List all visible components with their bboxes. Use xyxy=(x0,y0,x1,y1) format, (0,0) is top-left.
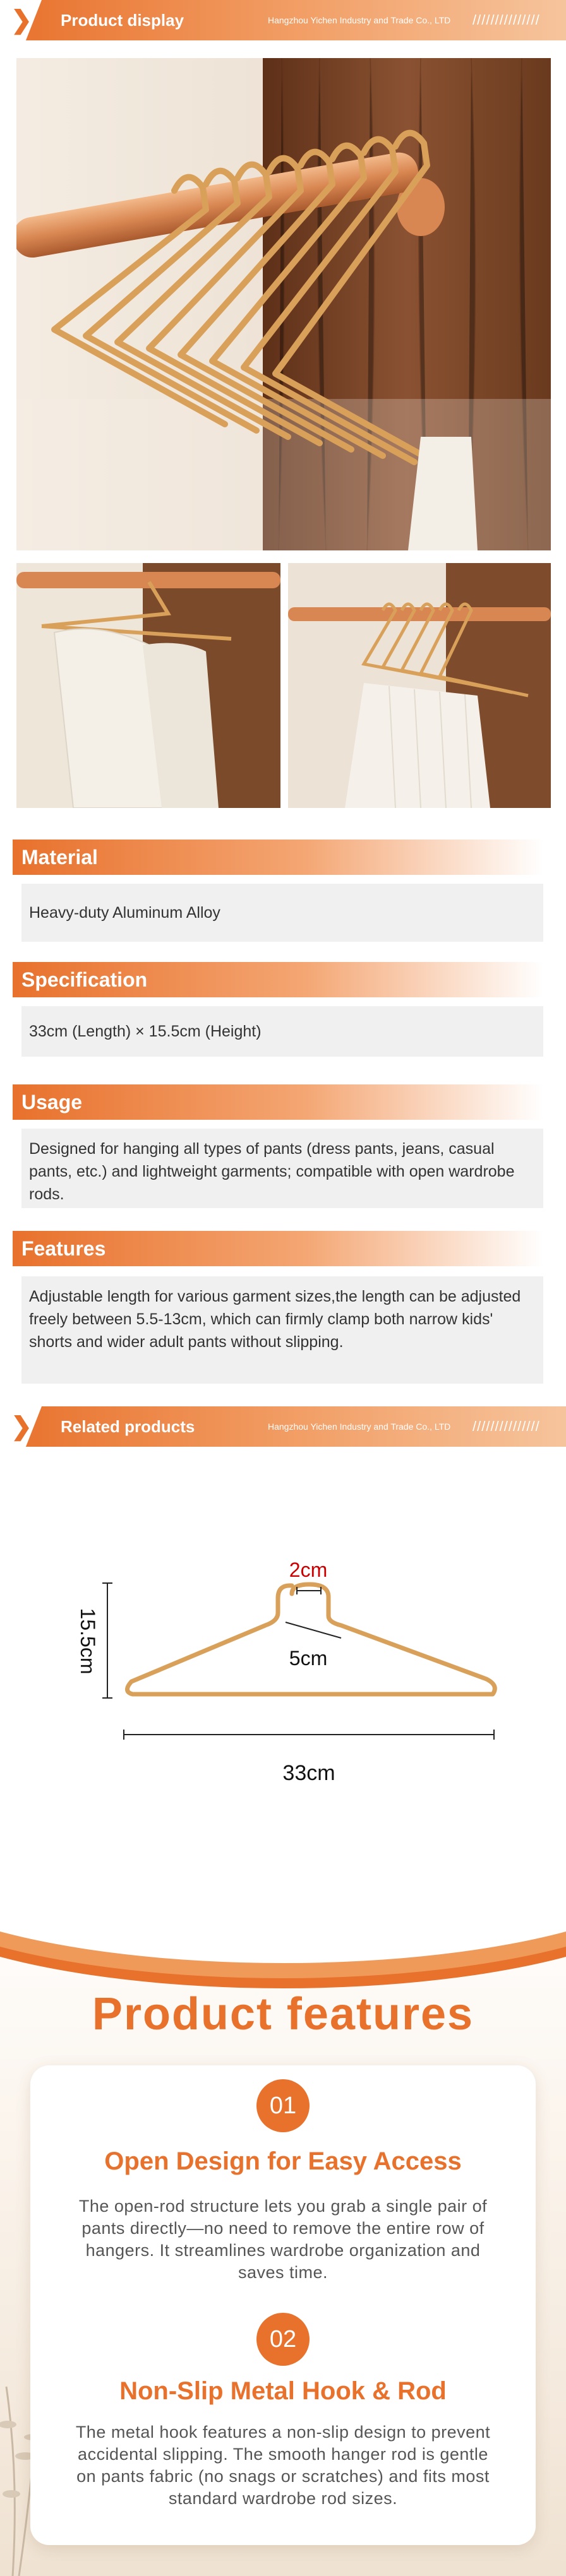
company-name: Hangzhou Yichen Industry and Trade Co., LTD xyxy=(268,1422,451,1432)
features-label: Features xyxy=(21,1237,106,1260)
banner-slashes: /////////////// xyxy=(473,1418,540,1434)
specification-value: 33cm (Length) × 15.5cm (Height) xyxy=(21,1006,543,1057)
usage-value: Designed for hanging all types of pants (dress pants, jeans, casual pants, etc.) and lightweight garments; compatible with open wardrobe rods. xyxy=(21,1129,543,1208)
top-width-label: 2cm xyxy=(289,1558,328,1581)
features-header xyxy=(13,1231,543,1266)
detail-photo-right xyxy=(288,563,551,808)
material-value: Heavy-duty Aluminum Alloy xyxy=(21,884,543,942)
banner-slashes: /////////////// xyxy=(473,12,540,28)
dimension-diagram xyxy=(0,1433,566,1875)
features-heading: Product features xyxy=(92,1989,474,2039)
usage-label: Usage xyxy=(21,1091,83,1113)
product-display-banner xyxy=(0,0,566,40)
material-header xyxy=(13,840,543,875)
main-product-photo xyxy=(16,58,551,550)
specification-label: Specification xyxy=(21,968,148,991)
feature-number-badge: 02 xyxy=(256,2313,310,2366)
features-card xyxy=(30,2065,536,2545)
width-label: 33cm xyxy=(282,1761,335,1785)
feature-description: The metal hook features a non-slip design to prevent accidental slipping. The smooth hanger rod is gentle on pants fabric (no snags or scratches) and fits most standard wardrobe rod sizes. xyxy=(75,2423,491,2508)
chevron-right-icon: ❯ xyxy=(11,1413,32,1440)
decorative-arc xyxy=(0,1862,566,1963)
company-name: Hangzhou Yichen Industry and Trade Co., LTD xyxy=(268,15,451,25)
material-label: Material xyxy=(21,846,98,869)
detail-photo-left xyxy=(16,563,280,808)
product-features-section xyxy=(0,1862,566,2576)
feature-title: Open Design for Easy Access xyxy=(104,2147,462,2175)
chevron-right-icon: ❯ xyxy=(11,6,32,34)
specification-header xyxy=(13,962,543,997)
height-label: 15.5cm xyxy=(76,1608,99,1675)
banner-title: Related products xyxy=(61,1417,195,1436)
usage-header xyxy=(13,1084,543,1120)
features-value: Adjustable length for various garment sizes,the length can be adjusted freely between 5.5-13cm, which can firmly clamp both narrow kids' shorts and wider adult pants without slipping. xyxy=(21,1276,543,1384)
banner-title: Product display xyxy=(61,11,184,30)
feature-number-badge: 01 xyxy=(256,2079,310,2132)
hook-length-label: 5cm xyxy=(289,1647,328,1670)
feature-title: Non-Slip Metal Hook & Rod xyxy=(119,2377,447,2405)
feature-description: The open-rod structure lets you grab a single pair of pants directly—no need to remove the entire row of hangers. It streamlines wardrobe organization and saves time. xyxy=(78,2197,488,2282)
